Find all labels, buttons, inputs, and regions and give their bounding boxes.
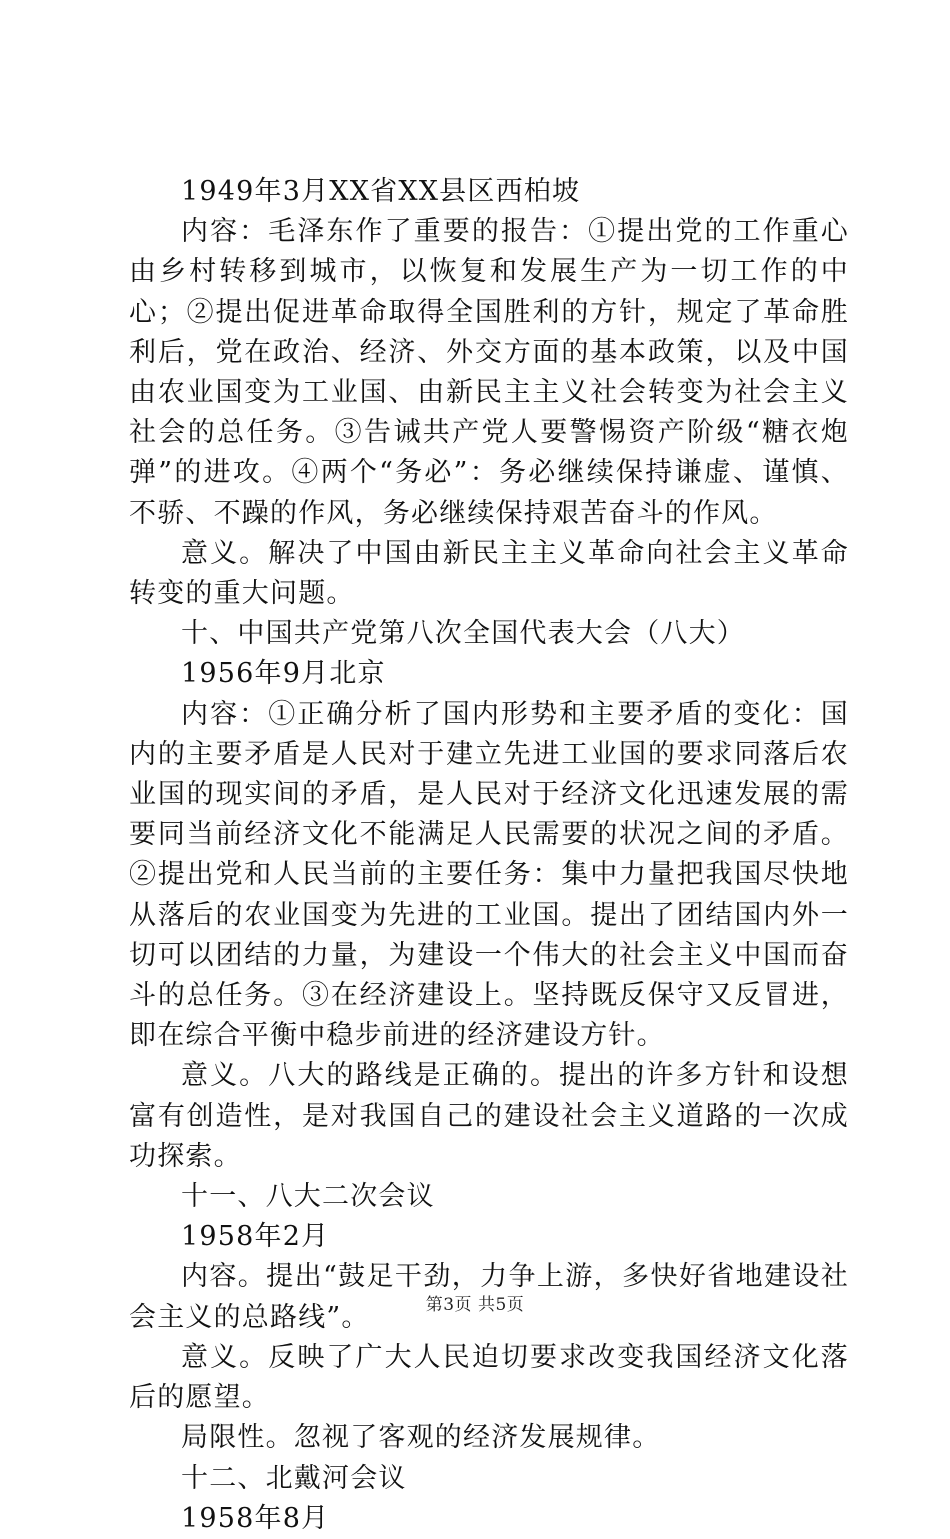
- paragraph-limitation-second-session: 局限性。忽视了客观的经济发展规律。: [181, 1422, 661, 1454]
- paragraph-significance-eighth-congress: 意义。八大的路线是正确的。提出的许多方针和设想富有创造性，是对我国自己的建设社会主义道路的一次成功探索。: [129, 1060, 849, 1172]
- paragraph-significance-second-session: 意义。反映了广大人民迫切要求改变我国经济文化落后的愿望。: [129, 1341, 849, 1414]
- page-number-indicator: 第3页 共5页: [425, 1295, 525, 1315]
- paragraph-date-location-xibaipo: 1949年3月XX省XX县区西柏坡: [181, 176, 581, 207]
- section-heading-second-session: 十一、八大二次会议: [181, 1181, 435, 1213]
- section-heading-eighth-congress: 十、中国共产党第八次全国代表大会（八大）: [181, 618, 745, 650]
- section-heading-beidaihe-meeting: 十二、北戴河会议: [181, 1462, 407, 1494]
- paragraph-date-second-session: 1958年2月: [181, 1221, 330, 1253]
- paragraph-significance-second-plenum: 意义。解决了中国由新民主主义革命向社会主义革命转变的重大问题。: [129, 537, 849, 610]
- paragraph-content-eighth-congress: 内容：①正确分析了国内形势和主要矛盾的变化：国内的主要矛盾是人民对于建立先进工业国的要求同落后农业国的现实间的矛盾，是人民对于经济文化迅速发展的需要同当前经济文化不能满足人民需要的状况之间的矛盾。②提出党和人民当前的主要任务：集中力量把我国尽快地从落后的农业国变为先进的工业国。提出了团结国内外一切可以团结的力量，为建设一个伟大的社会主义中国而奋斗的总任务。③在经济建设上。坚持既反保守又反冒进，即在综合平衡中稳步前进的经济建设方针。: [129, 698, 849, 1052]
- paragraph-date-beidaihe-meeting: 1958年8月: [181, 1502, 330, 1534]
- page-footer: [0, 1290, 950, 1315]
- paragraph-content-second-session: 内容。提出“鼓足干劲，力争上游，多快好省地建设社会主义的总路线”。: [129, 1261, 849, 1333]
- paragraph-date-location-eighth-congress: 1956年9月北京: [181, 658, 386, 690]
- document-body: [129, 172, 849, 1539]
- paragraph-content-second-plenum: 内容：毛泽东作了重要的报告：①提出党的工作重心由乡村转移到城市，以恢复和发展生产为一切工作的中心；②提出促进革命取得全国胜利的方针，规定了革命胜利后，党在政治、经济、外交方面的基本政策，以及中国由农业国变为工业国、由新民主主义社会转变为社会主义社会的总任务。③告诫共产党人要警惕资产阶级“糖衣炮弹”的进攻。④两个“务必”：务必继续保持谦虚、谨慎、不骄、不躁的作风，务必继续保持艰苦奋斗的作风。: [129, 216, 849, 529]
